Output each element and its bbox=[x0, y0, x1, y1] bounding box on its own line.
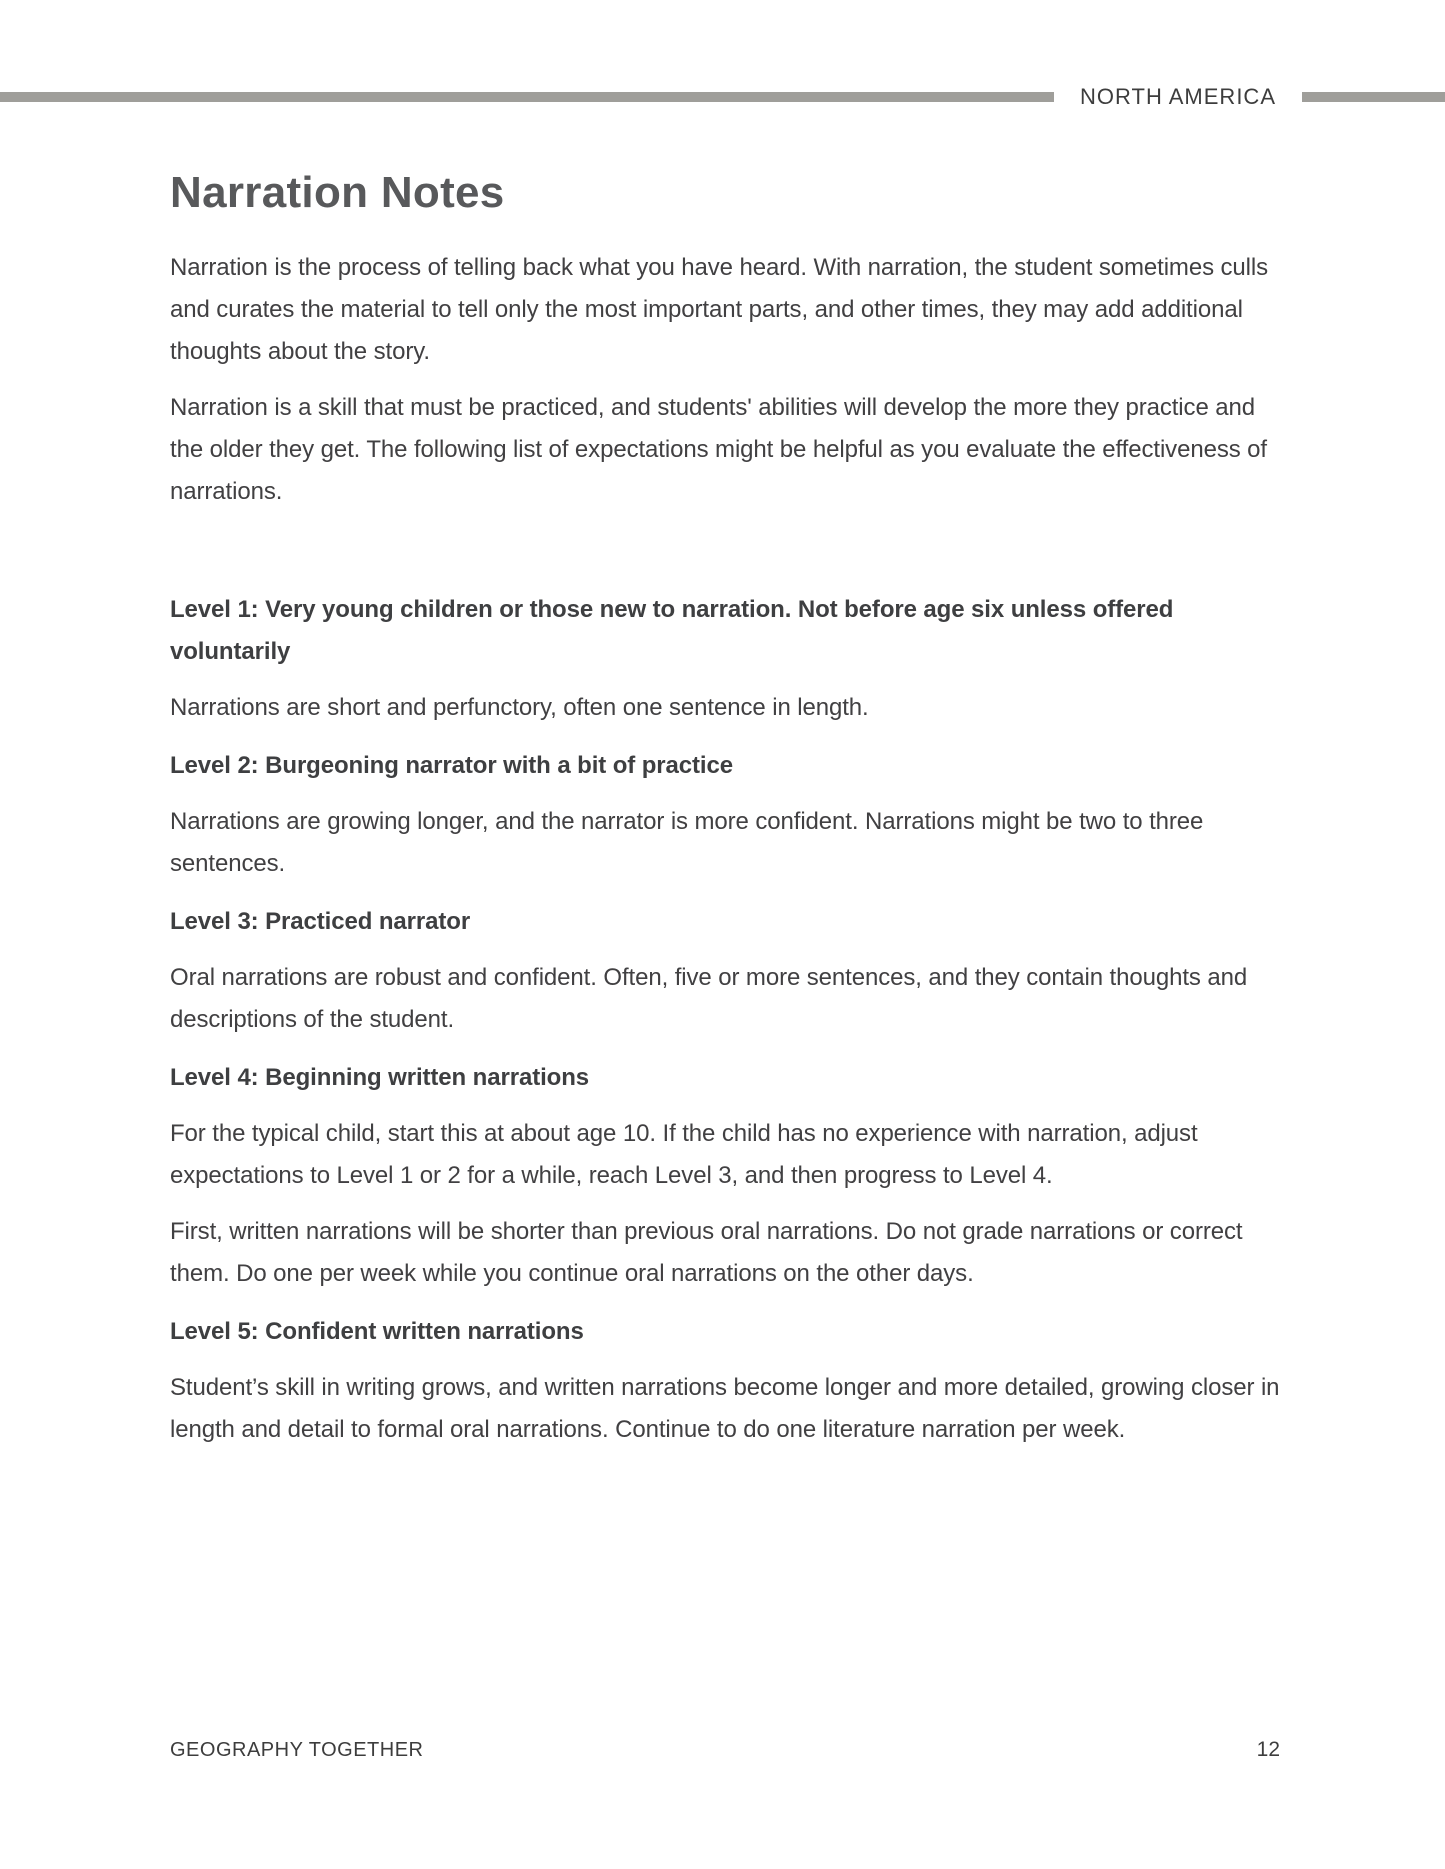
section-paragraph: Student’s skill in writing grows, and written narrations become longer and more detailed, growing closer in length and detail to formal oral narrations. Continue to do one literature narration per week. bbox=[170, 1374, 1280, 1443]
section-heading-level-5: Level 5: Confident written narrations bbox=[170, 1318, 584, 1345]
section-paragraph: For the typical child, start this at about age 10. If the child has no experience with narration, adjust expectations to Level 1 or 2 for a while, reach Level 3, and then progress to Level 4. bbox=[170, 1120, 1198, 1189]
section-heading-level-4: Level 4: Beginning written narrations bbox=[170, 1064, 590, 1091]
page-title: Narration Notes bbox=[170, 168, 505, 217]
section-heading-level-3: Level 3: Practiced narrator bbox=[170, 908, 471, 935]
intro-paragraph: Narration is a skill that must be practiced, and students' abilities will develop the more they practice and the older they get. The following list of expectations might be helpful as you evaluate the effectiveness of narrations. bbox=[170, 394, 1267, 505]
page-footer bbox=[170, 1738, 1280, 1762]
article-content bbox=[170, 168, 1280, 1465]
section-paragraph: First, written narrations will be shorter than previous oral narrations. Do not grade narrations or correct them. Do one per week while you continue oral narrations on the other days. bbox=[170, 1218, 1243, 1287]
intro-paragraph: Narration is the process of telling back what you have heard. With narration, the student sometimes culls and curates the material to tell only the most important parts, and other times, they may add additional thoughts about the story. bbox=[170, 254, 1269, 365]
page-header bbox=[0, 83, 1445, 111]
running-head-region: NORTH AMERICA bbox=[1080, 84, 1276, 109]
section-heading-level-1: Level 1: Very young children or those new to narration. Not before age six unless offered voluntarily bbox=[170, 596, 1174, 665]
section-paragraph: Narrations are growing longer, and the narrator is more confident. Narrations might be two to three sentences. bbox=[170, 808, 1204, 877]
header-rule-left bbox=[0, 92, 1054, 102]
section-paragraph: Narrations are short and perfunctory, often one sentence in length. bbox=[170, 694, 869, 721]
page-number: 12 bbox=[1256, 1738, 1280, 1761]
footer-book-title: GEOGRAPHY TOGETHER bbox=[170, 1739, 424, 1761]
header-rule-right bbox=[1302, 92, 1445, 102]
section-heading-level-2: Level 2: Burgeoning narrator with a bit of practice bbox=[170, 752, 733, 779]
section-paragraph: Oral narrations are robust and confident. Often, five or more sentences, and they contain thoughts and descriptions of the student. bbox=[170, 964, 1248, 1033]
